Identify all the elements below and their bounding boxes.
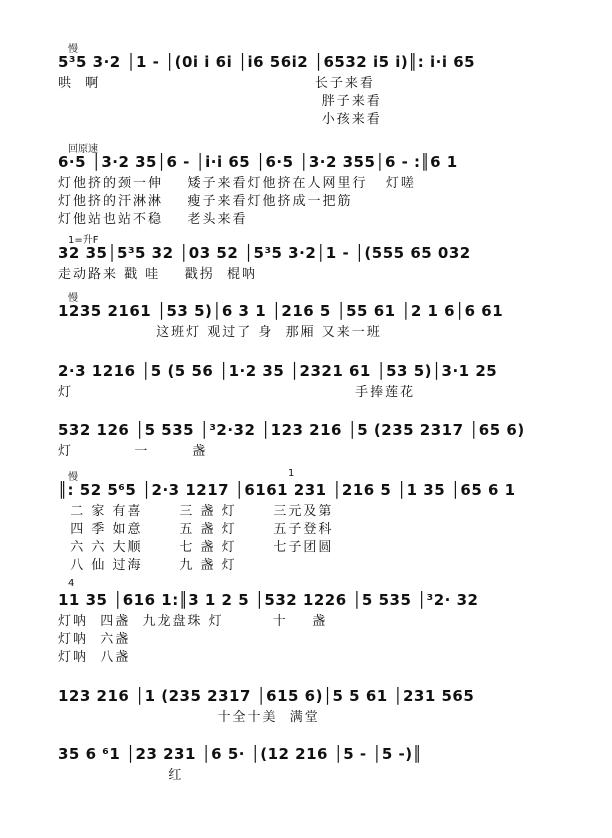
lyrics-line: 胖子来看: [58, 94, 382, 109]
score-mark: 回原速: [68, 144, 98, 155]
lyrics-line: 小孩来看: [58, 112, 382, 127]
lyrics-line: 灯呐 八盏: [58, 650, 131, 665]
lyrics-line: 八 仙 过海 九 盏 灯: [58, 558, 237, 573]
lyrics-line: 十全十美 满堂: [58, 710, 320, 725]
score-mark: 慢: [68, 472, 78, 483]
score-mark: 4: [68, 578, 75, 589]
notes-line: 1235 2161 │53 5)│6 3 1 │216 5 │55 61 │2 1 6│6 61: [58, 302, 504, 320]
notes-line: 2·3 1216 │5 (5 56 │1·2 35 │2321 61 │53 5)│3·1 25: [58, 362, 498, 380]
score-mark: 1: [288, 468, 295, 479]
notes-line: 6·5 │3·2 35│6 - │i·i 65 │6·5 │3·2 355│6 - :║6 1: [58, 153, 458, 171]
lyrics-line: 二 家 有喜 三 盏 灯 三元及第: [58, 504, 334, 519]
notes-line: 32 35│5³5 32 │03 52 │5³5 3·2│1 - │(555 65 032: [58, 244, 471, 262]
notes-line: 5³5 3·2 │1 - │(0i i 6i │i6 56i2 │6532 i5 i)║: i·i 65: [58, 53, 476, 71]
lyrics-line: 六 六 大顺 七 盏 灯 七子团圆: [58, 540, 334, 555]
score-mark: 1=升F: [68, 235, 99, 246]
notes-line: 11 35 │616 1:║3 1 2 5 │532 1226 │5 535 │³2· 32: [58, 591, 479, 609]
lyrics-line: 这班灯 观过了 身 那厢 又来一班: [58, 325, 382, 340]
lyrics-line: 灯他挤的颈一伸 矮子来看灯他挤在人网里行 灯嗟: [58, 176, 416, 191]
lyrics-line: 灯他挤的汗淋淋 瘦子来看灯他挤成一把筋: [58, 194, 353, 209]
lyrics-line: 走动路来 戳 哇 戳拐 棍呐: [58, 267, 258, 282]
notes-line: 532 126 │5 535 │³2·32 │123 216 │5 (235 2317 │65 6): [58, 421, 525, 439]
lyrics-line: 四 季 如意 五 盏 灯 五子登科: [58, 522, 334, 537]
lyrics-line: 哄 啊 长子来看: [58, 76, 375, 91]
lyrics-line: 灯呐 六盏: [58, 632, 131, 647]
notes-line: ║: 52 5⁶5 │2·3 1217 │6161 231 │216 5 │1 35 │65 6 1: [58, 481, 516, 499]
lyrics-line: 红: [58, 768, 184, 783]
lyrics-line: 灯他站也站不稳 老头来看: [58, 212, 248, 227]
lyrics-line: 灯 手捧莲花: [58, 385, 416, 400]
notes-line: 123 216 │1 (235 2317 │615 6)│5 5 61 │231 565: [58, 687, 475, 705]
score-mark: 慢: [68, 293, 78, 304]
lyrics-line: 灯 一 盏: [58, 444, 208, 459]
lyrics-line: 灯呐 四盏 九龙盘珠 灯 十 盏: [58, 614, 328, 629]
notes-line: 35 6 ⁶1 │23 231 │6 5· │(12 216 │5 - │5 -)║: [58, 745, 423, 763]
score-mark: 慢: [68, 44, 78, 55]
